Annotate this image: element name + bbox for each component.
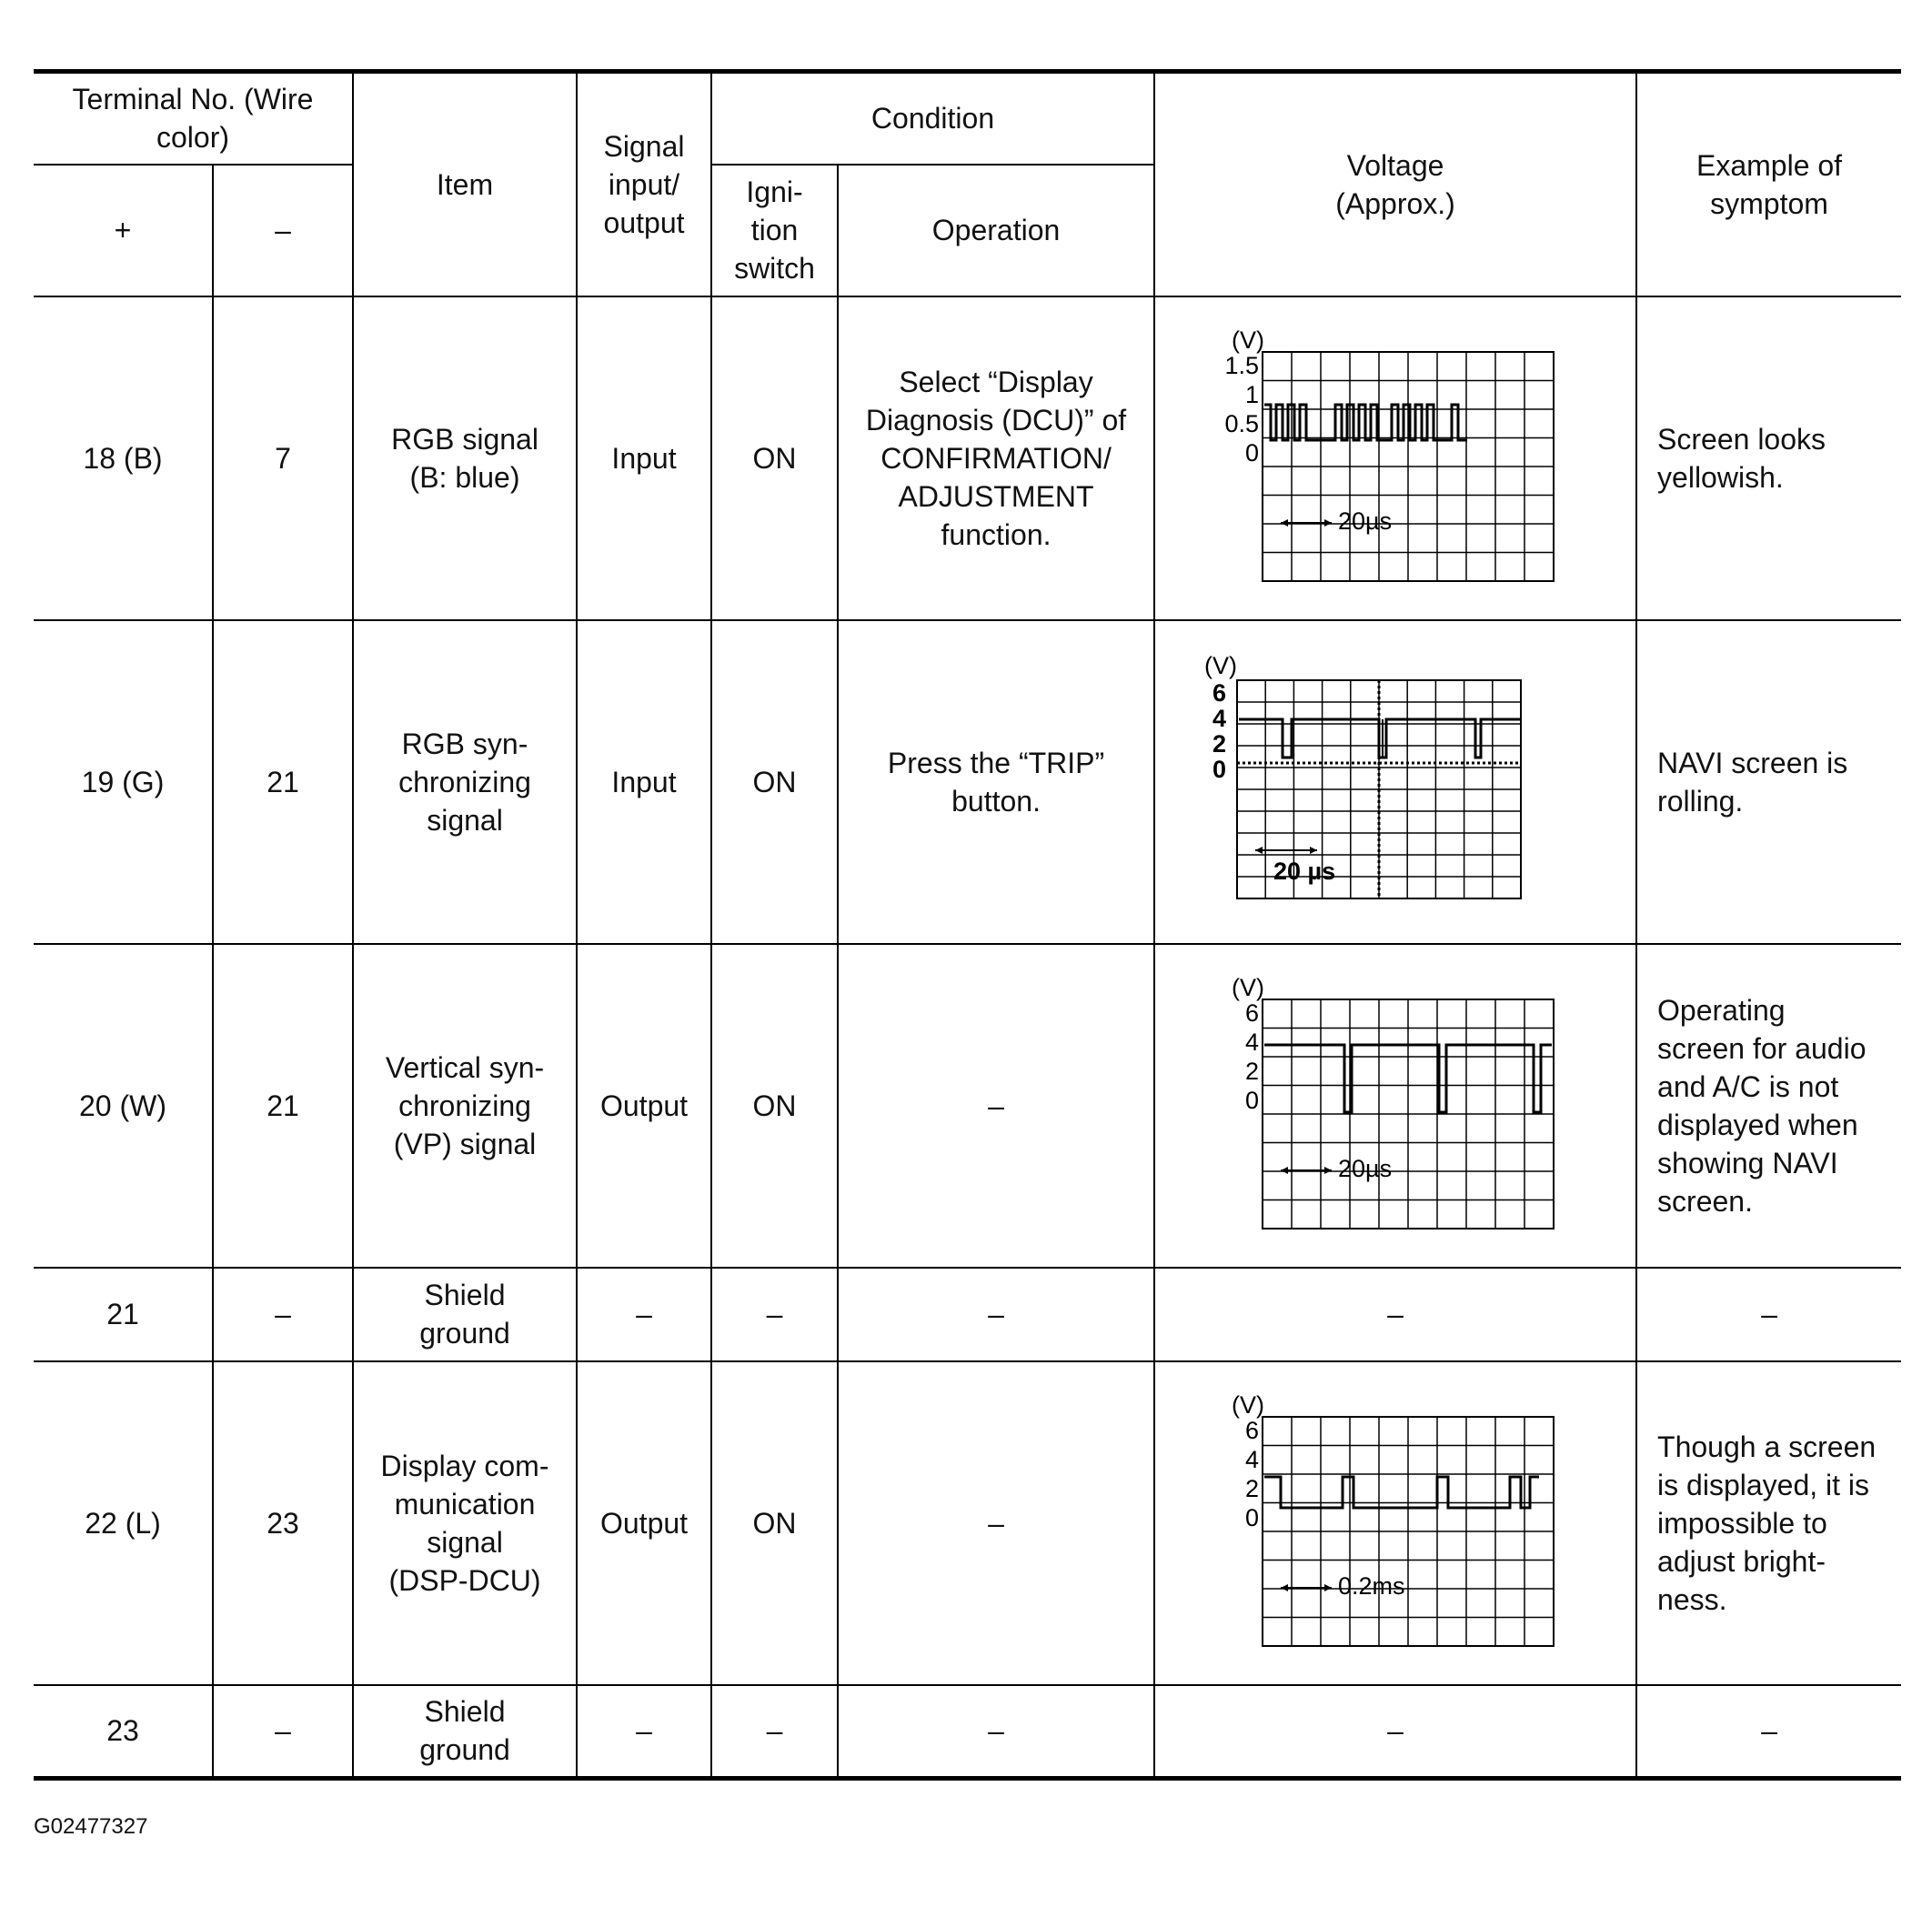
scope-waveform xyxy=(1239,719,1521,758)
cell-symptom: Screen looks yellowish. xyxy=(1636,296,1901,620)
cell-minus: – xyxy=(213,1685,353,1779)
cell-ignition: ON xyxy=(711,944,838,1268)
cell-voltage xyxy=(1154,296,1636,620)
cell-io: – xyxy=(577,1685,711,1779)
cell-minus: 21 xyxy=(213,944,353,1268)
cell-io: Output xyxy=(577,944,711,1268)
header-signal-io: Signal input/ output xyxy=(577,72,711,296)
scope-tick: 0 xyxy=(1245,1086,1260,1114)
cell-symptom: Though a screen is displayed, it is impossible to adjust bright- ness. xyxy=(1636,1361,1901,1685)
cell-item: Shield ground xyxy=(353,1268,577,1361)
cell-plus: 21 xyxy=(34,1268,213,1361)
scope-arrow-head xyxy=(1324,519,1332,527)
cell-plus: 20 (W) xyxy=(34,944,213,1268)
terminal-table xyxy=(34,69,1901,1781)
cell-minus: 21 xyxy=(213,620,353,944)
oscilloscope-waveform-20 xyxy=(1204,974,1586,1238)
cell-io: Input xyxy=(577,296,711,620)
cell-minus: 7 xyxy=(213,296,353,620)
scope-tick: 0 xyxy=(1245,1503,1260,1531)
header-terminal-no: Terminal No. (Wire color) xyxy=(34,72,353,165)
scope-time-label: 20 µs xyxy=(1273,857,1336,885)
cell-operation: Select “Display Diagnosis (DCU)” of CONFIRMATION/ ADJUSTMENT function. xyxy=(838,296,1154,620)
cell-item: RGB syn- chronizing signal xyxy=(353,620,577,944)
scope-tick: 0 xyxy=(1213,755,1227,783)
scope-time-label: 20µs xyxy=(1338,507,1393,535)
cell-symptom: Operating screen for audio and A/C is not displayed when showing NAVI screen. xyxy=(1636,944,1901,1268)
header-item: Item xyxy=(353,72,577,296)
scope-arrow-head xyxy=(1255,847,1263,854)
cell-plus: 22 (L) xyxy=(34,1361,213,1685)
cell-operation: – xyxy=(838,944,1154,1268)
cell-operation: Press the “TRIP” button. xyxy=(838,620,1154,944)
cell-item: Display com- munication signal (DSP-DCU) xyxy=(353,1361,577,1685)
scope-time-label: 0.2ms xyxy=(1338,1571,1405,1600)
cell-operation: – xyxy=(838,1268,1154,1361)
cell-operation: – xyxy=(838,1685,1154,1779)
scope-tick: 6 xyxy=(1213,678,1227,707)
scope-unit: (V) xyxy=(1232,973,1265,1001)
cell-voltage xyxy=(1154,1361,1636,1685)
cell-symptom: – xyxy=(1636,1268,1901,1361)
cell-voltage: – xyxy=(1154,1268,1636,1361)
cell-voltage xyxy=(1154,620,1636,944)
cell-symptom: NAVI screen is rolling. xyxy=(1636,620,1901,944)
scope-tick: 6 xyxy=(1245,999,1260,1027)
terminal-spec-document xyxy=(34,69,1901,1781)
table-row xyxy=(34,1268,1901,1361)
table-row xyxy=(34,1685,1901,1779)
cell-plus: 19 (G) xyxy=(34,620,213,944)
cell-item: Vertical syn- chronizing (VP) signal xyxy=(353,944,577,1268)
oscilloscope-waveform-18 xyxy=(1204,326,1586,590)
table-row xyxy=(34,620,1901,944)
table-row xyxy=(34,944,1901,1268)
cell-io: Input xyxy=(577,620,711,944)
scope-tick: 2 xyxy=(1213,729,1227,758)
figure-id: G02477327 xyxy=(34,1814,148,1839)
scope-unit: (V) xyxy=(1232,326,1265,354)
table-row xyxy=(34,1361,1901,1685)
scope-arrow-head xyxy=(1324,1584,1332,1591)
cell-io: – xyxy=(577,1268,711,1361)
cell-ignition: ON xyxy=(711,1361,838,1685)
cell-item: Shield ground xyxy=(353,1685,577,1779)
cell-item: RGB signal (B: blue) xyxy=(353,296,577,620)
header-minus: – xyxy=(213,165,353,296)
header-ignition: Igni- tion switch xyxy=(711,165,838,296)
cell-ignition: ON xyxy=(711,296,838,620)
scope-arrow-head xyxy=(1324,1167,1332,1174)
scope-tick: 0 xyxy=(1245,438,1260,467)
cell-operation: – xyxy=(838,1361,1154,1685)
header-operation: Operation xyxy=(838,165,1154,296)
cell-io: Output xyxy=(577,1361,711,1685)
scope-tick: 1 xyxy=(1245,380,1260,408)
cell-plus: 18 (B) xyxy=(34,296,213,620)
scope-time-label: 20µs xyxy=(1338,1154,1393,1182)
header-plus: + xyxy=(34,165,213,296)
oscilloscope-waveform-22 xyxy=(1204,1391,1586,1655)
oscilloscope-waveform-19 xyxy=(1204,650,1586,914)
scope-tick: 1.5 xyxy=(1224,351,1260,379)
scope-arrow-head xyxy=(1281,1584,1288,1591)
scope-tick: 2 xyxy=(1245,1057,1260,1085)
cell-symptom: – xyxy=(1636,1685,1901,1779)
header-condition: Condition xyxy=(711,72,1154,165)
scope-tick: 4 xyxy=(1245,1028,1260,1056)
scope-tick: 6 xyxy=(1245,1416,1260,1444)
cell-voltage xyxy=(1154,944,1636,1268)
scope-tick: 4 xyxy=(1245,1445,1260,1473)
cell-ignition: ON xyxy=(711,620,838,944)
scope-arrow-head xyxy=(1281,519,1288,527)
header-voltage: Voltage (Approx.) xyxy=(1154,72,1636,296)
cell-voltage: – xyxy=(1154,1685,1636,1779)
scope-arrow-head xyxy=(1310,847,1317,854)
cell-plus: 23 xyxy=(34,1685,213,1779)
scope-tick: 4 xyxy=(1213,704,1227,732)
cell-ignition: – xyxy=(711,1268,838,1361)
cell-minus: – xyxy=(213,1268,353,1361)
scope-tick: 2 xyxy=(1245,1474,1260,1502)
scope-tick: 0.5 xyxy=(1224,409,1260,437)
header-symptom: Example of symptom xyxy=(1636,72,1901,296)
scope-unit: (V) xyxy=(1204,651,1238,679)
scope-arrow-head xyxy=(1281,1167,1288,1174)
cell-minus: 23 xyxy=(213,1361,353,1685)
scope-unit: (V) xyxy=(1232,1390,1265,1419)
table-row xyxy=(34,296,1901,620)
cell-ignition: – xyxy=(711,1685,838,1779)
